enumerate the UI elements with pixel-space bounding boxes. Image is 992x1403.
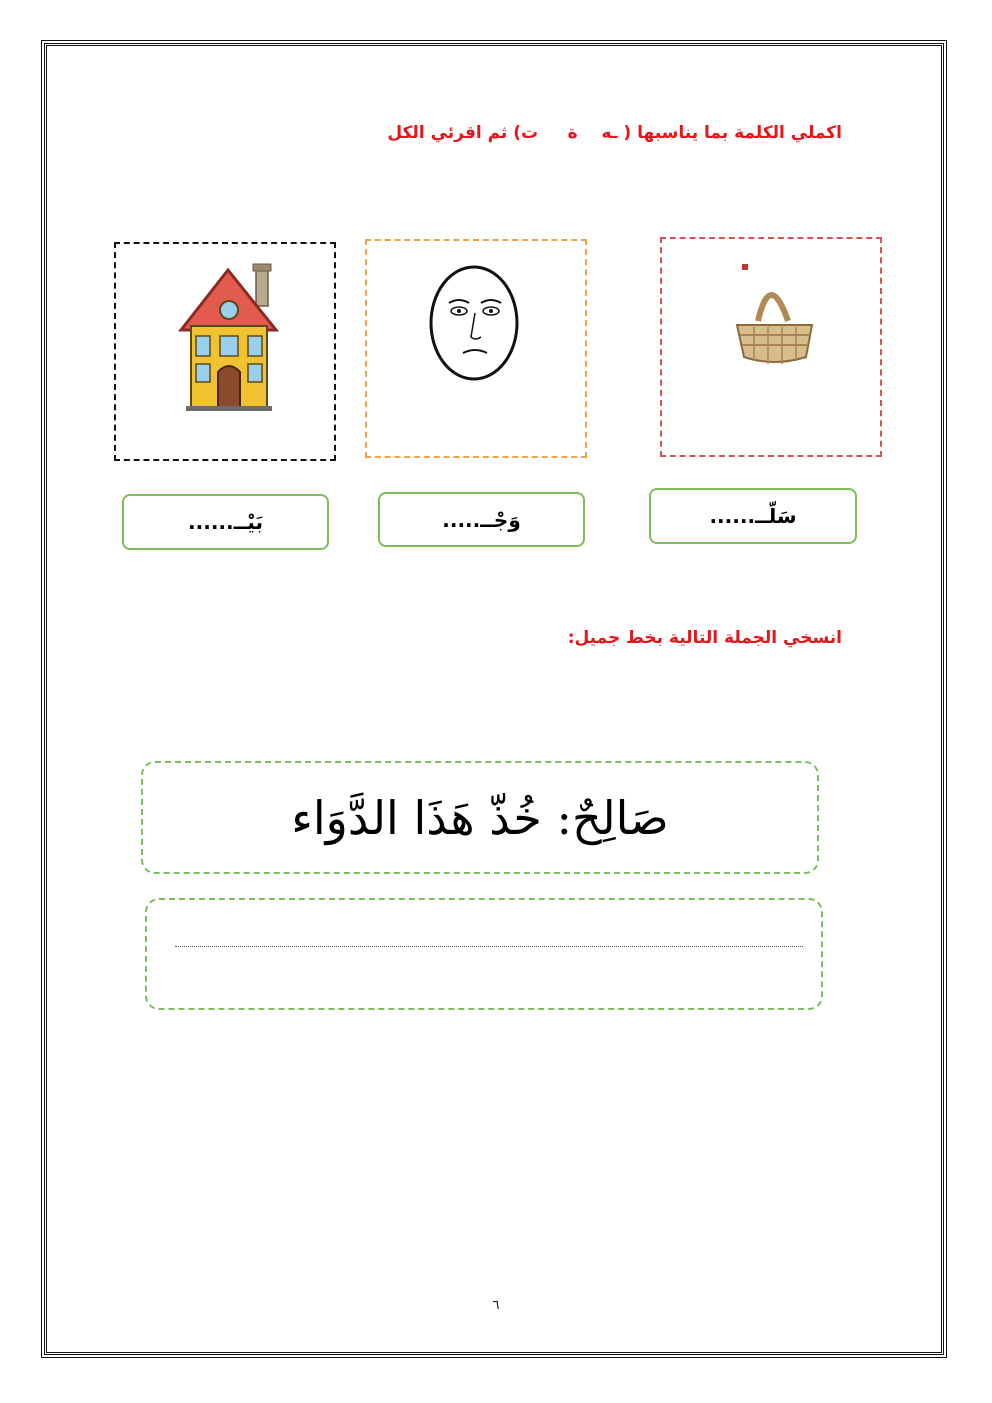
face-image-frame	[365, 239, 587, 458]
model-sentence: صَالِحٌ: خُذّ هَذَا الدَّوَاء	[291, 790, 669, 845]
basket-image	[662, 239, 880, 455]
copy-box[interactable]	[145, 898, 823, 1010]
sentence-box	[141, 761, 819, 874]
house-image-frame	[114, 242, 336, 461]
instruction-complete-word: اكملي الكلمة بما يناسبها ( ـه ة ت) ثم اقرئي الكل	[387, 123, 842, 143]
instruction-copy-sentence: انسخي الجملة التالية بخط جميل:	[567, 628, 842, 648]
house-image	[116, 244, 334, 459]
face-image	[367, 241, 585, 456]
writing-line[interactable]	[175, 946, 803, 947]
word-box-basket[interactable]: سَلّــ......	[649, 488, 857, 544]
page-number: ٦	[492, 1298, 500, 1313]
word-box-house[interactable]: بَيْــ......	[122, 494, 329, 550]
basket-image-frame	[660, 237, 882, 457]
word-box-face[interactable]: وَجْــ.....	[378, 492, 585, 547]
